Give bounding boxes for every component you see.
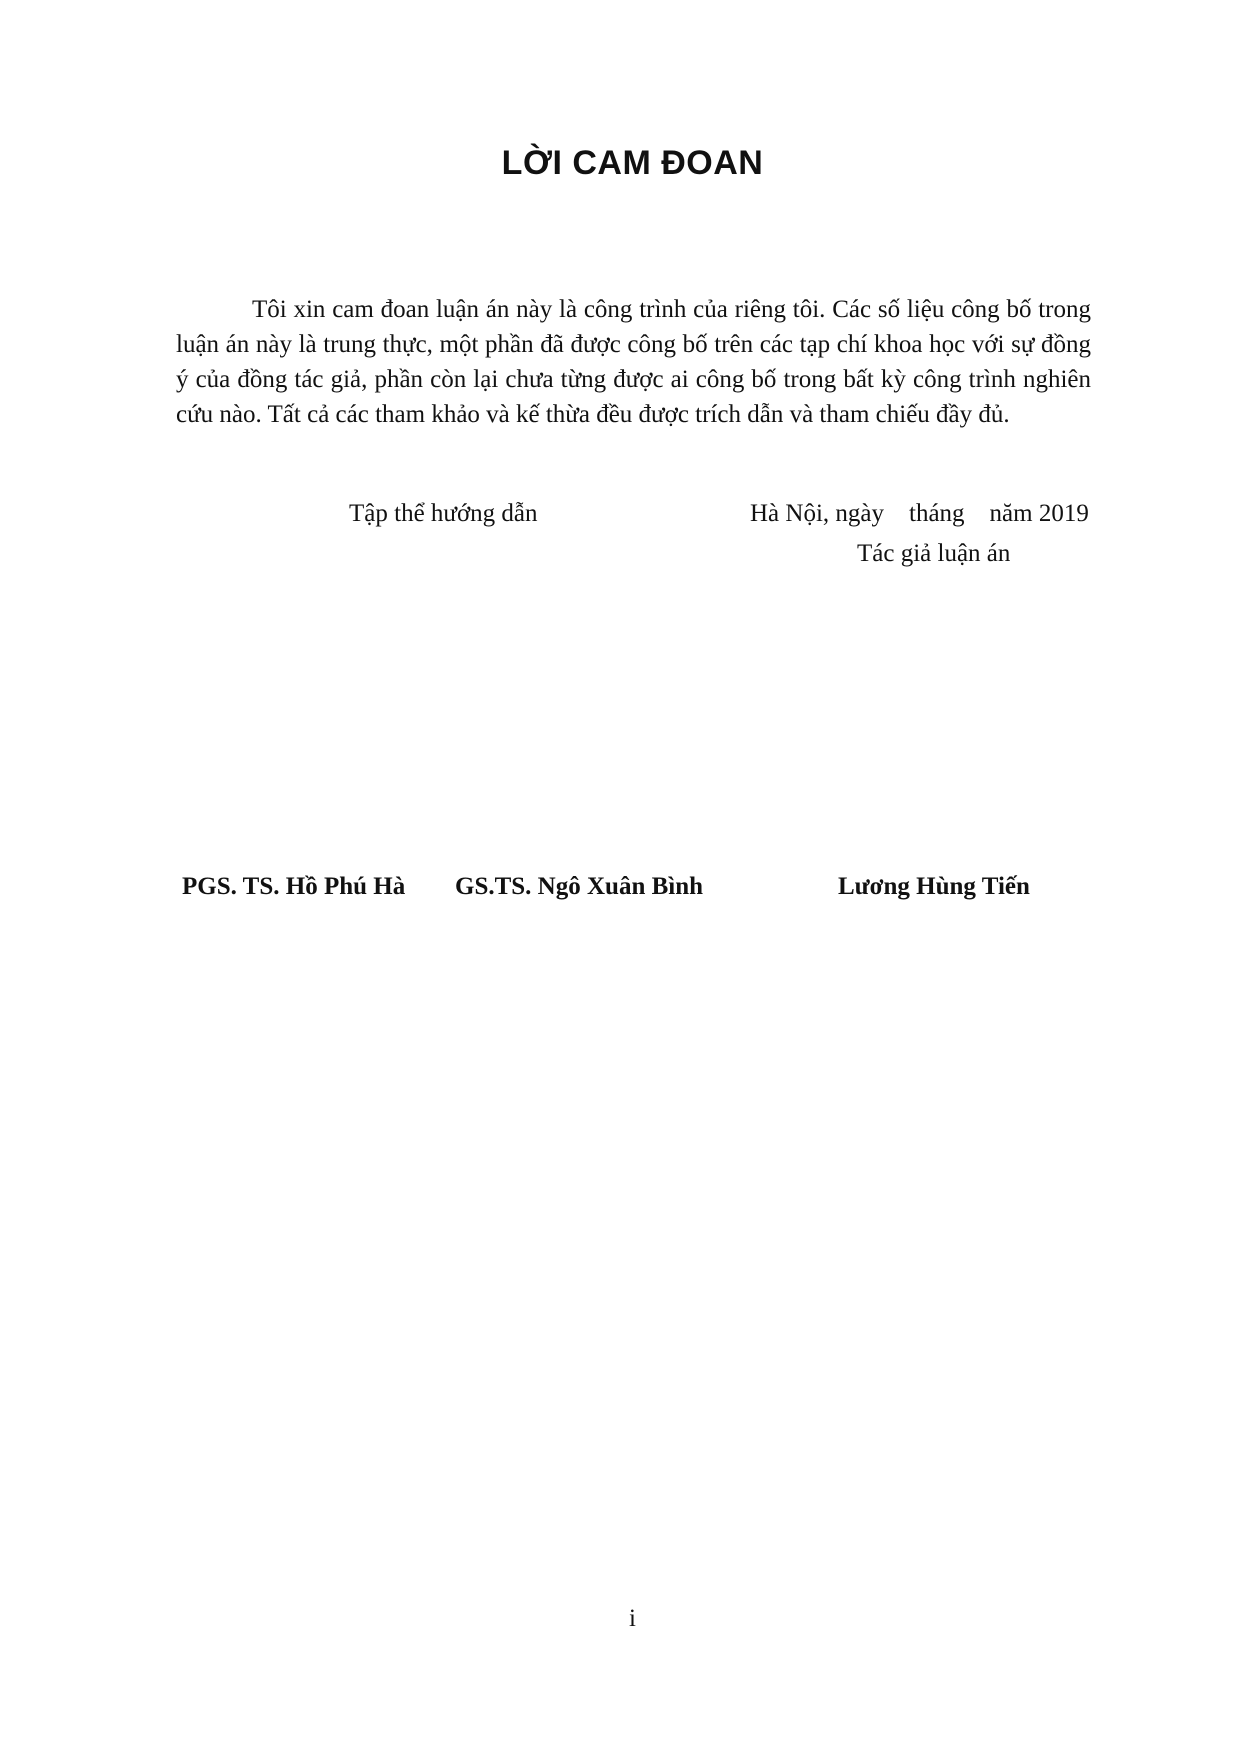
declaration-paragraph: Tôi xin cam đoan luận án này là công trình của riêng tôi. Các số liệu công bố trong luận án này là trung thực, một phần đã được công bố trên các tạp chí khoa học với sự đồng ý của đồng tác giả, phần còn lại chưa từng được ai công bố trong bất kỳ công trình nghiên cứu nào. Tất cả các tham khảo và kế thừa đều được trích dẫn và tham chiếu đầy đủ. [176,296,1091,428]
page-title: LỜI CAM ĐOAN [501,144,764,182]
signature-advisor-2: GS.TS. Ngô Xuân Bình [455,873,704,900]
place-date-text: Hà Nội, ngày tháng năm 2019 [750,500,1089,527]
author-label: Tác giả luận án [857,540,1011,567]
signature-author: Lương Hùng Tiến [838,873,1030,900]
advisors-label: Tập thể hướng dẫn [349,500,538,527]
signature-advisor-1: PGS. TS. Hồ Phú Hà [182,873,406,900]
page-number: i [629,1605,636,1632]
place-date [750,500,1089,528]
